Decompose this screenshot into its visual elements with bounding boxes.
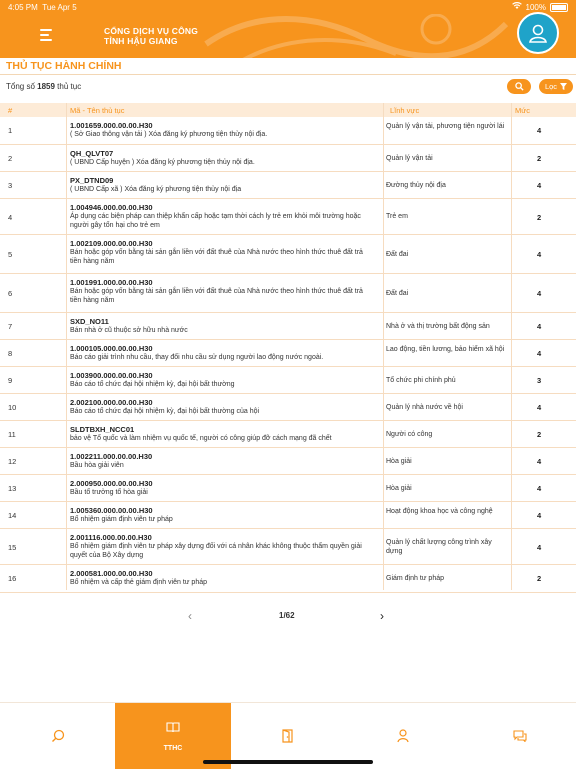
- procedure-level: 2: [537, 430, 542, 439]
- procedure-name: Áp dụng các biện pháp can thiệp khẩn cấp hoặc tạm thời cách ly trẻ em khỏi môi trường hoặc người gây tổn hại cho trẻ em: [70, 213, 361, 229]
- procedure-name: Bầu hòa giải viên: [70, 462, 124, 469]
- row-index: 15: [8, 543, 17, 552]
- table-row[interactable]: [0, 565, 576, 593]
- table-row[interactable]: [0, 340, 576, 367]
- book-icon: [166, 721, 180, 733]
- procedure-code: 1.002109.000.00.00.H30: [70, 239, 153, 248]
- procedure-field: Quản lý vận tải: [386, 155, 433, 162]
- table-row[interactable]: [0, 421, 576, 448]
- col-level-header: Mức: [515, 106, 531, 115]
- procedure-level: 4: [537, 484, 542, 493]
- procedure-level: 4: [537, 250, 542, 259]
- total-count: Tổng số 1859 thủ tục: [6, 82, 82, 91]
- table-row[interactable]: [0, 475, 576, 502]
- procedure-field: Hòa giải: [386, 458, 412, 465]
- procedure-name: Bầu tổ trưởng tổ hòa giải: [70, 489, 148, 496]
- procedure-code: PX_DTND09: [70, 176, 114, 185]
- table-row[interactable]: [0, 448, 576, 475]
- procedure-field: Quản lý nhà nước về hội: [386, 404, 463, 411]
- wifi-icon: [512, 2, 522, 12]
- procedure-field: Quản lý vận tải, phương tiện người lái: [386, 123, 505, 130]
- bottom-tab-bar: [0, 702, 576, 769]
- search-icon: [51, 729, 65, 743]
- procedure-code: 2.001116.000.00.00.H30: [70, 533, 152, 542]
- row-index: 2: [8, 154, 13, 163]
- procedure-field: Giám định tư pháp: [386, 575, 444, 582]
- procedure-name: ( Sở Giao thông vận tải ) Xóa đăng ký phương tiện thủy nội địa.: [70, 131, 268, 138]
- procedure-name: ( UBND Cấp huyện ) Xóa đăng ký phương tiện thủy nội địa.: [70, 159, 255, 166]
- procedure-level: 3: [537, 376, 542, 385]
- procedure-name: Bán nhà ở cũ thuộc sở hữu nhà nước: [70, 327, 188, 334]
- procedure-name: bảo vệ Tổ quốc và làm nhiệm vụ quốc tế, người có công giúp đỡ cách mạng đã chết: [70, 435, 332, 442]
- row-index: 7: [8, 322, 13, 331]
- chat-icon: [513, 730, 527, 742]
- procedure-field: Tổ chức phi chính phủ: [386, 377, 456, 384]
- status-time: 4:05 PM Tue Apr 5: [8, 2, 77, 12]
- tab-tthc-label: TTHC: [163, 744, 183, 752]
- app-header: [0, 14, 576, 58]
- tab-profile[interactable]: [365, 703, 441, 769]
- procedure-field: Đất đai: [386, 251, 409, 258]
- table-row[interactable]: [0, 145, 576, 172]
- procedure-level: 4: [537, 403, 542, 412]
- user-icon: [527, 22, 549, 44]
- col-name-header: Mã - Tên thủ tục: [70, 106, 125, 115]
- procedure-field: Quản lý chất lượng công trình xây dựng: [386, 539, 492, 555]
- row-index: 1: [8, 126, 13, 135]
- col-field-header: Lĩnh vực: [390, 106, 420, 115]
- row-index: 8: [8, 349, 13, 358]
- filter-button[interactable]: Lọc: [539, 79, 573, 94]
- table-row[interactable]: [0, 367, 576, 394]
- pagination: [0, 608, 576, 624]
- procedure-code: 1.002211.000.00.00.H30: [70, 452, 153, 461]
- procedure-level: 4: [537, 181, 542, 190]
- procedure-field: Đất đai: [386, 290, 409, 297]
- procedure-level: 2: [537, 574, 542, 583]
- procedure-field: Người có công: [386, 431, 433, 438]
- procedure-code: SXD_NO11: [70, 317, 109, 326]
- procedure-code: 1.004946.000.00.00.H30: [70, 203, 153, 212]
- battery-icon: [550, 3, 568, 12]
- table-row[interactable]: [0, 172, 576, 199]
- table-row[interactable]: [0, 199, 576, 235]
- procedure-name: Bổ nhiệm giám định viên tư pháp: [70, 516, 173, 523]
- table-header: [0, 103, 576, 117]
- tab-chat[interactable]: [482, 703, 558, 769]
- row-index: 13: [8, 484, 17, 493]
- menu-icon[interactable]: [40, 28, 54, 42]
- table-row[interactable]: [0, 502, 576, 529]
- row-index: 14: [8, 511, 17, 520]
- app-title: CỔNG DỊCH VỤ CÔNG TỈNH HẬU GIANG: [104, 26, 199, 46]
- procedure-code: 1.003900.000.00.00.H30: [70, 371, 153, 380]
- procedure-name: Bán hoặc góp vốn bằng tài sản gắn liền với đất thuê của Nhà nước theo hình thức thuê đất trả tiền hàng năm: [70, 249, 363, 265]
- row-index: 3: [8, 181, 13, 190]
- procedure-name: ( UBND Cấp xã ) Xóa đăng ký phương tiện thủy nội địa: [70, 186, 242, 193]
- table-row[interactable]: [0, 394, 576, 421]
- door-icon: [282, 729, 294, 743]
- procedure-level: 4: [537, 349, 542, 358]
- search-button[interactable]: [507, 79, 531, 94]
- procedure-code: 1.001659.000.00.00.H30: [70, 121, 153, 130]
- procedure-level: 4: [537, 543, 542, 552]
- home-indicator: [203, 760, 373, 764]
- row-index: 16: [8, 574, 17, 583]
- procedure-code: 2.000581.000.00.00.H30: [70, 569, 153, 578]
- procedure-code: 2.002100.000.00.00.H30: [70, 398, 153, 407]
- procedure-code: 1.001991.000.00.00.H30: [70, 278, 153, 287]
- procedure-level: 4: [537, 511, 542, 520]
- procedure-level: 2: [537, 213, 542, 222]
- user-avatar-button[interactable]: [517, 12, 559, 54]
- procedure-name: Bổ nhiệm giám định viên tư pháp xây dựng đối với cá nhân khác không thuộc thẩm quyền giải quyết của Bộ Xây dựng: [70, 543, 362, 559]
- procedure-field: Hòa giải: [386, 485, 412, 492]
- procedure-name: Bổ nhiệm và cấp thẻ giám định viên tư pháp: [70, 579, 207, 586]
- col-index-header: #: [8, 106, 13, 115]
- table-row[interactable]: [0, 235, 576, 274]
- table-row[interactable]: [0, 529, 576, 565]
- row-index: 4: [8, 213, 13, 222]
- page-title: THỦ TỤC HÀNH CHÍNH: [6, 60, 122, 72]
- procedure-level: 4: [537, 126, 542, 135]
- procedure-code: QH_QLVT07: [70, 149, 114, 158]
- prev-page-button[interactable]: ‹: [188, 609, 192, 623]
- procedure-name: Báo cáo tổ chức đại hội nhiệm kỳ, đại hội bất thường: [70, 381, 235, 388]
- header-decoration: [196, 14, 516, 58]
- title-divider: [0, 74, 576, 75]
- page-indicator: 1/62: [279, 611, 295, 620]
- table-row[interactable]: [0, 117, 576, 145]
- procedure-level: 4: [537, 289, 542, 298]
- procedure-code: SLDTBXH_NCC01: [70, 425, 135, 434]
- search-icon: [515, 82, 524, 91]
- procedure-name: Báo cáo tổ chức đại hội nhiệm kỳ, đại hội bất thường của hội: [70, 408, 260, 415]
- row-index: 9: [8, 376, 13, 385]
- person-icon: [397, 729, 409, 743]
- procedure-field: Đường thủy nội địa: [386, 182, 446, 189]
- procedure-level: 4: [537, 322, 542, 331]
- procedure-name: Báo cáo giải trình nhu cầu, thay đổi nhu cầu sử dụng người lao động nước ngoài.: [70, 354, 324, 361]
- row-index: 5: [8, 250, 13, 259]
- table-row[interactable]: [0, 274, 576, 313]
- procedure-field: Lao động, tiền lương, bảo hiểm xã hội: [386, 346, 505, 353]
- procedure-code: 2.000950.000.00.00.H30: [70, 479, 153, 488]
- row-index: 6: [8, 289, 13, 298]
- procedure-level: 4: [537, 457, 542, 466]
- row-index: 11: [8, 430, 16, 439]
- row-index: 12: [8, 457, 17, 466]
- procedure-field: Nhà ở và thị trường bất động sản: [386, 323, 490, 330]
- table-row[interactable]: [0, 313, 576, 340]
- filter-icon: [560, 83, 567, 90]
- procedure-field: Hoạt động khoa học và công nghệ: [386, 508, 493, 515]
- procedure-field: Trẻ em: [386, 213, 408, 220]
- next-page-button[interactable]: ›: [380, 609, 384, 623]
- tab-search[interactable]: [20, 703, 96, 769]
- procedure-code: 1.000105.000.00.00.H30: [70, 344, 153, 353]
- procedure-name: Bán hoặc góp vốn bằng tài sản gắn liền với đất thuê của Nhà nước theo hình thức thuê đất trả tiền hàng năm: [70, 288, 363, 304]
- status-bar: [0, 0, 576, 14]
- row-index: 10: [8, 403, 17, 412]
- battery-percent: 100%: [525, 2, 546, 12]
- procedure-level: 2: [537, 154, 542, 163]
- procedure-code: 1.005360.000.00.00.H30: [70, 506, 153, 515]
